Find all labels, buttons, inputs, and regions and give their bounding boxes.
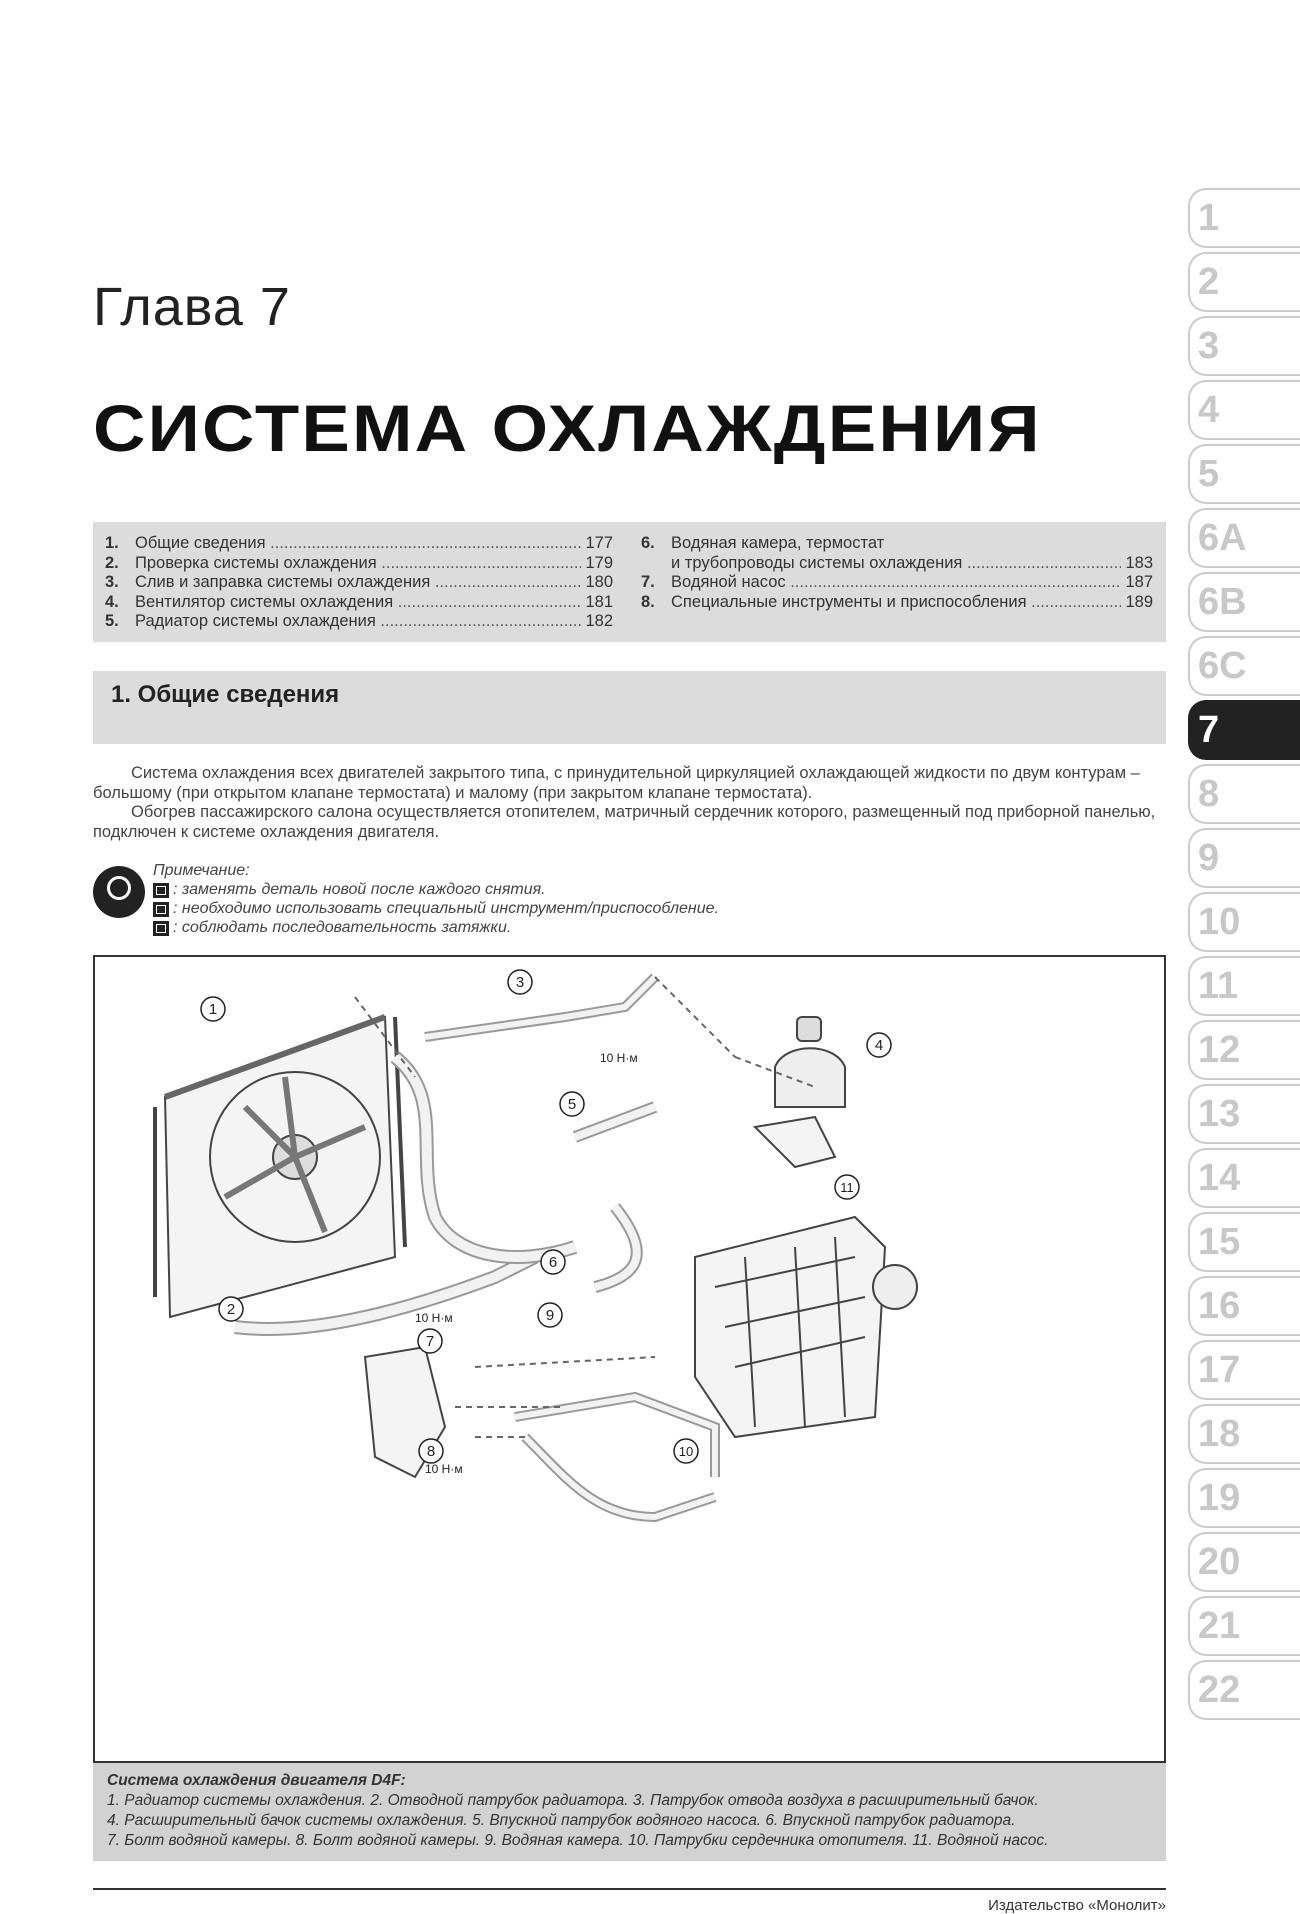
toc-number: 2.	[105, 553, 119, 572]
callout-number: 2	[226, 1301, 236, 1318]
callout-number: 3	[515, 974, 525, 991]
chapter-tab-13[interactable]: 13	[1188, 1084, 1300, 1144]
toc-page: 182	[585, 612, 613, 630]
note-item-sequence	[153, 919, 511, 937]
note-text: : необходимо использовать специальный инструмент/приспособление.	[173, 900, 719, 917]
toc-page: 187	[1125, 573, 1153, 591]
chapter-label: Глава 7	[93, 277, 291, 337]
toc-entry[interactable]	[105, 593, 613, 613]
chapter-tab-8[interactable]: 8	[1188, 764, 1300, 824]
chapter-tab-1[interactable]: 1	[1188, 188, 1300, 248]
chapter-tab-20[interactable]: 20	[1188, 1532, 1300, 1592]
callout-number: 5	[567, 1096, 577, 1113]
chapter-tab-3[interactable]: 3	[1188, 316, 1300, 376]
chapter-tab-5[interactable]: 5	[1188, 444, 1300, 504]
diagram-caption	[93, 1763, 1166, 1861]
chapter-tab-19[interactable]: 19	[1188, 1468, 1300, 1528]
chapter-tab-18[interactable]: 18	[1188, 1404, 1300, 1464]
section-header	[93, 671, 1166, 744]
publisher-footer: Издательство «Монолит»	[988, 1897, 1166, 1914]
chapter-tab-6c[interactable]: 6C	[1188, 636, 1300, 696]
toc-entry[interactable]	[105, 573, 613, 593]
callout-number: 6	[548, 1254, 558, 1271]
toc-title: Слив и заправка системы охлаждения .....	[135, 573, 581, 593]
callout-number: 11	[840, 1180, 854, 1195]
callout-number: 1	[208, 1001, 218, 1018]
note-item-special-tool	[153, 900, 719, 918]
toc-title: Общие сведения .....	[135, 534, 581, 554]
chapter-tabs	[1188, 188, 1300, 1724]
chapter-tab-14[interactable]: 14	[1188, 1148, 1300, 1208]
cooling-system-diagram	[93, 955, 1166, 1763]
diagram-illustration	[95, 957, 1164, 1761]
toc-title: Специальные инструменты и приспособления .....	[671, 593, 1121, 613]
table-of-contents	[93, 522, 1166, 642]
toc-entry[interactable]	[105, 554, 613, 574]
toc-title: Водяная камера, термостат	[671, 534, 885, 552]
chapter-tab-21[interactable]: 21	[1188, 1596, 1300, 1656]
chapter-tab-6b[interactable]: 6B	[1188, 572, 1300, 632]
toc-title: и трубопроводы системы охлаждения .....	[671, 554, 1121, 574]
toc-entry[interactable]	[105, 612, 613, 632]
note-text: : соблюдать последовательность затяжки.	[173, 919, 512, 936]
toc-title: Радиатор системы охлаждения .....	[135, 612, 581, 632]
water-pump-shape	[873, 1265, 917, 1309]
toc-number: 3.	[105, 573, 119, 591]
toc-number: 5.	[105, 612, 119, 630]
toc-page: 179	[585, 553, 613, 572]
toc-entry[interactable]	[641, 573, 1153, 593]
caption-line: 1. Радиатор системы охлаждения. 2. Отводной патрубок радиатора. 3. Патрубок отвода воздуха в расширительный бачок.	[107, 1792, 1039, 1809]
toc-number: 7.	[641, 573, 655, 591]
toc-number	[641, 554, 671, 574]
toc-entry[interactable]	[641, 534, 1153, 554]
footer-divider	[93, 1888, 1166, 1890]
callout-number: 10	[678, 1444, 694, 1459]
toc-number: 4.	[105, 592, 119, 611]
toc-title: Проверка системы охлаждения .....	[135, 554, 581, 574]
toc-page: 189	[1125, 592, 1153, 611]
paragraph-1: Система охлаждения всех двигателей закрытого типа, с принудительной циркуляцией охлаждающей жидкости по двум контурам – большому (при открытом клапане термостата) и малому (при закрытом клапане термостата).	[93, 764, 1140, 802]
toc-page: 177	[585, 534, 613, 552]
torque-label: 10 Н·м	[600, 1051, 638, 1065]
tightening-sequence-icon	[153, 921, 169, 936]
replace-part-icon	[153, 883, 169, 898]
chapter-tab-16[interactable]: 16	[1188, 1276, 1300, 1336]
section-title: 1. Общие сведения	[111, 681, 340, 708]
chapter-tab-11[interactable]: 11	[1188, 956, 1300, 1016]
chapter-tab-4[interactable]: 4	[1188, 380, 1300, 440]
toc-entry[interactable]	[641, 593, 1153, 613]
callout-number: 8	[426, 1443, 436, 1460]
toc-right-column	[641, 534, 1153, 612]
toc-title: Водяной насос .....	[671, 573, 1121, 593]
toc-number: 1.	[105, 534, 119, 552]
toc-left-column	[105, 534, 613, 632]
chapter-tab-15[interactable]: 15	[1188, 1212, 1300, 1272]
engine-block-shape	[695, 1217, 885, 1437]
chapter-tab-7[interactable]: 7	[1188, 700, 1300, 760]
toc-number: 8.	[641, 592, 655, 611]
chapter-tab-12[interactable]: 12	[1188, 1020, 1300, 1080]
callout-number: 7	[425, 1333, 435, 1350]
toc-page	[1149, 534, 1153, 554]
note-text: : заменять деталь новой после каждого снятия.	[173, 881, 546, 898]
torque-label: 10 Н·м	[415, 1311, 453, 1325]
chapter-tab-9[interactable]: 9	[1188, 828, 1300, 888]
note-item-replace	[153, 881, 546, 899]
toc-page: 181	[585, 592, 613, 611]
toc-entry[interactable]	[105, 534, 613, 554]
caption-line: 4. Расширительный бачок системы охлаждения. 5. Впускной патрубок водяного насоса. 6. Впускной патрубок радиатора.	[107, 1812, 1016, 1829]
paragraph-2: Обогрев пассажирского салона осуществляется отопителем, матричный сердечник которого, размещенный под приборной панелью, подключен к системе охлаждения двигателя.	[93, 803, 1156, 841]
chapter-tab-22[interactable]: 22	[1188, 1660, 1300, 1720]
toc-page: 180	[585, 573, 613, 591]
chapter-tab-6a[interactable]: 6A	[1188, 508, 1300, 568]
toc-page: 183	[1125, 553, 1153, 572]
chapter-tab-10[interactable]: 10	[1188, 892, 1300, 952]
torque-label: 10 Н·м	[425, 1462, 463, 1476]
chapter-title: СИСТЕМА ОХЛАЖДЕНИЯ	[93, 391, 1042, 465]
caption-line: 7. Болт водяной камеры. 8. Болт водяной камеры. 9. Водяная камера. 10. Патрубки сердечника отопителя. 11. Водяной насос.	[107, 1832, 1049, 1849]
chapter-tab-17[interactable]: 17	[1188, 1340, 1300, 1400]
callout-number: 9	[545, 1307, 555, 1324]
expansion-tank-shape	[775, 1048, 845, 1107]
toc-number: 6.	[641, 534, 655, 552]
chapter-tab-2[interactable]: 2	[1188, 252, 1300, 312]
note-title: Примечание:	[153, 862, 250, 879]
lightbulb-icon	[93, 866, 145, 918]
callout-number: 4	[874, 1037, 884, 1054]
special-tool-icon	[153, 902, 169, 917]
toc-entry[interactable]	[641, 554, 1153, 574]
toc-title: Вентилятор системы охлаждения .....	[135, 593, 581, 613]
caption-title: Система охлаждения двигателя D4F:	[107, 1772, 406, 1789]
